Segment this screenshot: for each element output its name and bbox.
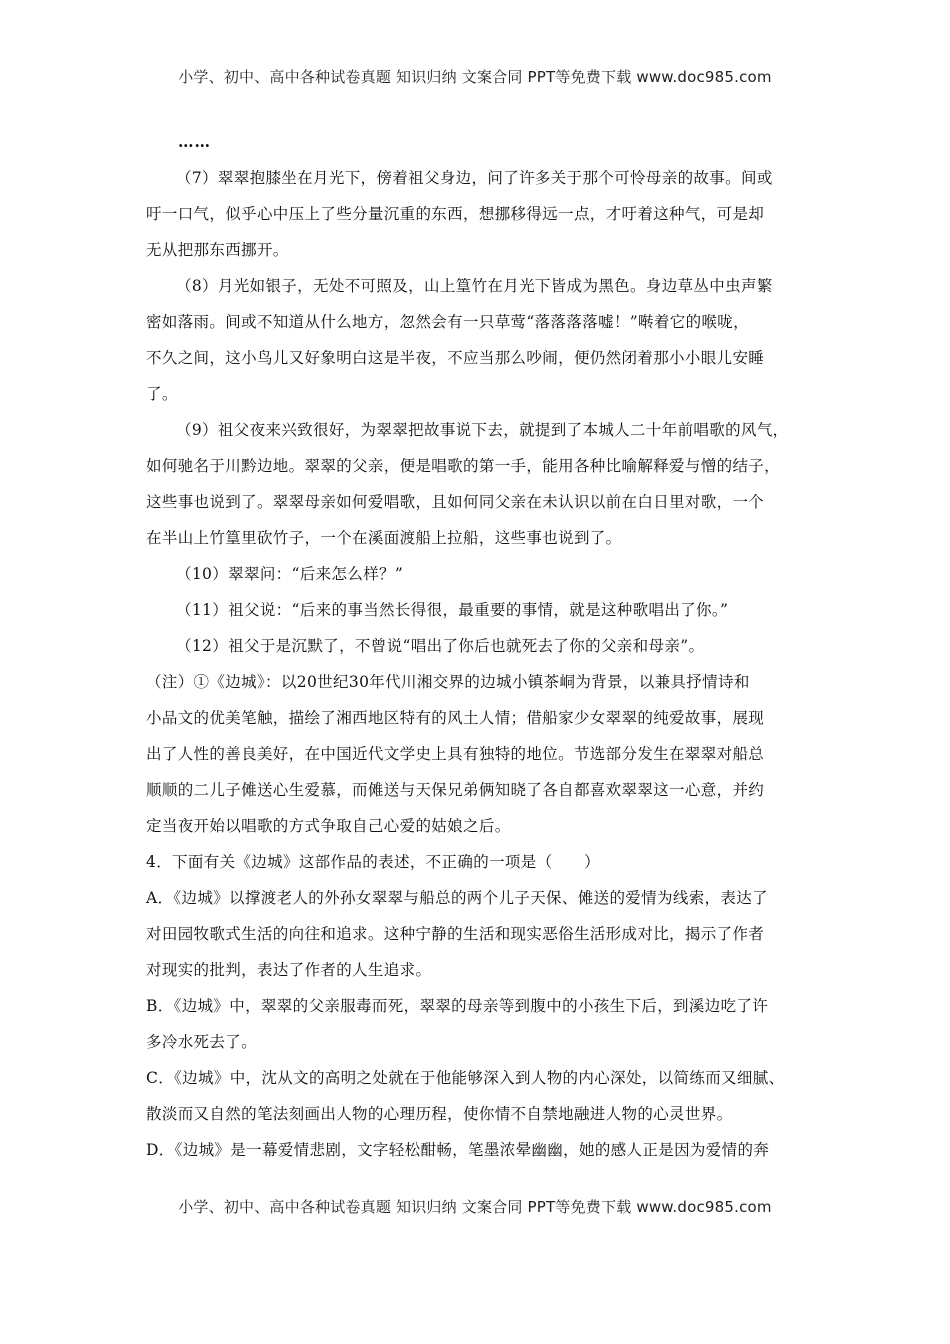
option-a: A．《边城》以撑渡老人的外孙女翠翠与船总的两个儿子天保、傩送的爱情为线索，表达了 (146, 889, 768, 907)
note-line: 顺顺的二儿子傩送心生爱慕，而傩送与天保兄弟俩知晓了各自都喜欢翠翠这一心意，并约 (146, 781, 765, 799)
text-line: 如何驰名于川黔边地。翠翠的父亲，便是唱歌的第一手，能用各种比喻解释爱与憎的结子， (146, 457, 781, 475)
text-line: （9）祖父夜来兴致很好，为翠翠把故事说下去，就提到了本城人二十年前唱歌的风气， (176, 421, 789, 439)
text-line: （12）祖父于是沉默了，不曾说“唱出了你后也就死去了你的父亲和母亲”。 (176, 637, 705, 655)
footer-banner: 小学、初中、高中各种试卷真题 知识归纳 文案合同 PPT等免费下载 www.doc985.com (178, 1198, 772, 1216)
option-a-cont: 对现实的批判，表达了作者的人生追求。 (146, 961, 432, 979)
text-line: 密如落雨。间或不知道从什么地方，忽然会有一只草莺“落落落落嘘！”啭着它的喉咙， (146, 313, 750, 331)
option-d: D．《边城》是一幕爱情悲剧，文字轻松酣畅，笔墨浓晕幽幽，她的感人正是因为爱情的奔 (146, 1141, 770, 1159)
text-line: 在半山上竹篁里砍竹子，一个在溪面渡船上拉船，这些事也说到了。 (146, 529, 622, 547)
option-a-cont: 对田园牧歌式生活的向往和追求。这种宁静的生活和现实恶俗生活形成对比，揭示了作者 (146, 925, 765, 943)
text-line: 不久之间，这小鸟儿又好象明白这是半夜，不应当那么吵闹，便仍然闭着那小小眼儿安睡 (146, 349, 765, 367)
text-line: （11）祖父说：“后来的事当然长得很，最重要的事情，就是这种歌唱出了你。” (176, 601, 729, 619)
text-line: …… (178, 132, 211, 151)
option-c-cont: 散淡而又自然的笔法刻画出人物的心理历程，使你情不自禁地融进人物的心灵世界。 (146, 1105, 733, 1123)
text-line: （10）翠翠问：“后来怎么样？” (176, 565, 404, 583)
text-line: 吁一口气，似乎心中压上了些分量沉重的东西，想挪移得远一点，才吁着这种气，可是却 (146, 205, 765, 223)
note-line: 小品文的优美笔触，描绘了湘西地区特有的风土人情；借船家少女翠翠的纯爱故事，展现 (146, 709, 765, 727)
question-stem: 4．下面有关《边城》这部作品的表述，不正确的一项是（ ） (146, 853, 601, 871)
text-line: 无从把那东西挪开。 (146, 241, 289, 259)
header-banner: 小学、初中、高中各种试卷真题 知识归纳 文案合同 PPT等免费下载 www.doc985.com (178, 68, 772, 86)
text-line: （7）翠翠抱膝坐在月光下，傍着祖父身边，问了许多关于那个可怜母亲的故事。间或 (176, 169, 773, 187)
note-line: （注）①《边城》：以20世纪30年代川湘交界的边城小镇茶峒为背景，以兼具抒情诗和 (146, 673, 750, 691)
text-line: 了。 (146, 385, 178, 403)
option-c: C．《边城》中，沈从文的高明之处就在于他能够深入到人物的内心深处，以简练而又细腻、 (146, 1069, 785, 1087)
text-line: 这些事也说到了。翠翠母亲如何爱唱歌，且如何同父亲在未认识以前在白日里对歌，一个 (146, 493, 765, 511)
note-line: 定当夜开始以唱歌的方式争取自己心爱的姑娘之后。 (146, 817, 511, 835)
note-line: 出了人性的善良美好，在中国近代文学史上具有独特的地位。节选部分发生在翠翠对船总 (146, 745, 765, 763)
option-b: B．《边城》中，翠翠的父亲服毒而死，翠翠的母亲等到腹中的小孩生下后，到溪边吃了许 (146, 997, 769, 1015)
document-body (146, 124, 810, 1168)
option-b-cont: 多冷水死去了。 (146, 1033, 257, 1051)
text-line: （8）月光如银子，无处不可照及，山上篁竹在月光下皆成为黑色。身边草丛中虫声繁 (176, 277, 773, 295)
